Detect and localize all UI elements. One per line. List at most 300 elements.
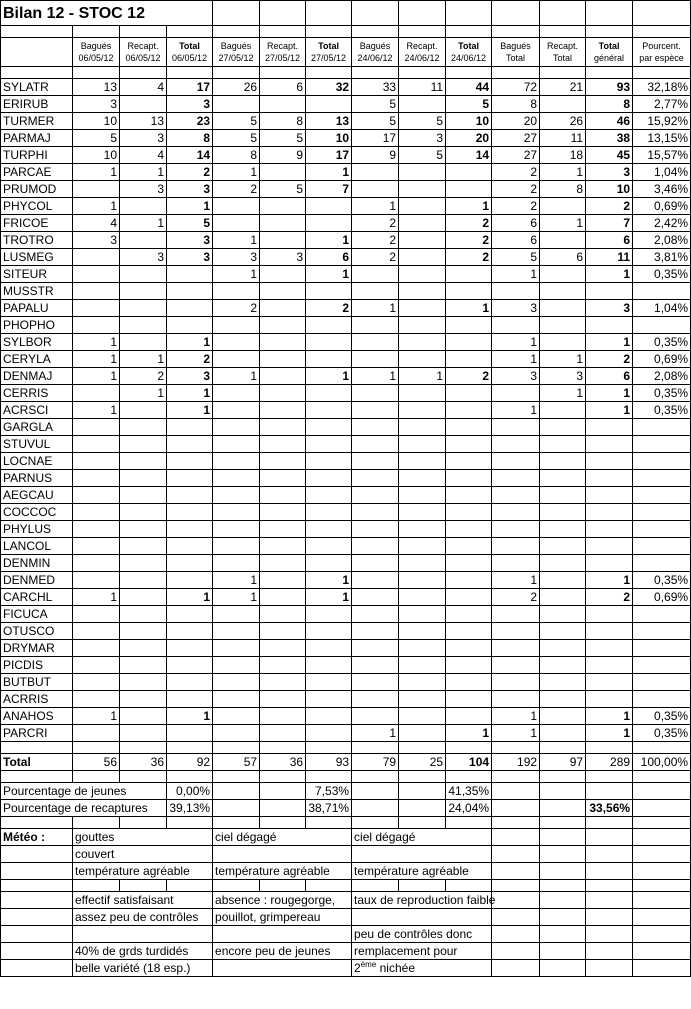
cell-value (260, 606, 306, 623)
column-header-label: Total (318, 41, 339, 51)
cell-value (260, 368, 306, 385)
cell-value (446, 555, 492, 572)
species-code: CARCHL (1, 589, 73, 606)
meteo-row (1, 846, 691, 863)
cell-value (446, 538, 492, 555)
column-header (352, 38, 399, 67)
cell-value: 2 (492, 181, 540, 198)
cell-value (306, 470, 352, 487)
species-code: SYLBOR (1, 334, 73, 351)
cell-value (260, 232, 306, 249)
cell-value (120, 266, 167, 283)
cell-value (540, 266, 586, 283)
cell-value: 5 (399, 147, 446, 164)
cell-value (352, 623, 399, 640)
remark-text: absence : rougegorge, (213, 892, 352, 909)
species-code: LOCNAE (1, 453, 73, 470)
cell-value (213, 419, 260, 436)
cell-value: 1 (586, 402, 633, 419)
cell-value: 14 (167, 147, 213, 164)
cell-value (213, 657, 260, 674)
cell-value (492, 419, 540, 436)
cell-value (120, 470, 167, 487)
cell-value: 0,35% (633, 266, 691, 283)
cell-value (492, 436, 540, 453)
cell-value (399, 334, 446, 351)
total-value: 57 (213, 754, 260, 771)
cell-value: 6 (306, 249, 352, 266)
cell-value (540, 232, 586, 249)
cell-value: 5 (73, 130, 120, 147)
cell-value (492, 691, 540, 708)
cell-value (399, 317, 446, 334)
cell-value (167, 674, 213, 691)
cell-value: 2,08% (633, 368, 691, 385)
remark-text: température agréable (352, 863, 492, 880)
column-header-label: Pourcent. (642, 41, 681, 51)
cell-value: 1 (492, 572, 540, 589)
cell-value: 1 (446, 300, 492, 317)
cell-value: 9 (352, 147, 399, 164)
species-code: ERIRUB (1, 96, 73, 113)
cell-value (399, 521, 446, 538)
cell-value: 17 (352, 130, 399, 147)
table-row (1, 725, 691, 742)
cell-value (399, 283, 446, 300)
species-code: GARGLA (1, 419, 73, 436)
cell-value (540, 470, 586, 487)
cell-value: 6 (586, 232, 633, 249)
cell-value (260, 453, 306, 470)
column-header-label: Recapt. (406, 41, 438, 51)
cell-value (399, 555, 446, 572)
cell-value: 2 (352, 249, 399, 266)
species-code: TURMER (1, 113, 73, 130)
cell-value (586, 657, 633, 674)
cell-value: 1 (352, 300, 399, 317)
meteo-label (1, 943, 73, 960)
species-code: TURPHI (1, 147, 73, 164)
remark-text (352, 909, 492, 926)
cell-value: 3 (120, 249, 167, 266)
cell-value (213, 453, 260, 470)
cell-value (586, 521, 633, 538)
column-header-label: Total (598, 41, 620, 51)
cell-value (213, 470, 260, 487)
cell-value: 1 (73, 351, 120, 368)
cell-value: 5 (399, 113, 446, 130)
cell-value (120, 334, 167, 351)
cell-value (306, 283, 352, 300)
cell-value (540, 334, 586, 351)
cell-value: 5 (213, 130, 260, 147)
cell-value (399, 572, 446, 589)
cell-value (492, 640, 540, 657)
cell-value: 1 (73, 402, 120, 419)
cell-value: 21 (540, 79, 586, 96)
cell-value (586, 504, 633, 521)
cell-value (399, 266, 446, 283)
cell-value (260, 470, 306, 487)
column-header-sub: 27/05/12 (265, 53, 301, 63)
cell-value (73, 317, 120, 334)
species-code: PRUMOD (1, 181, 73, 198)
cell-value (633, 674, 691, 691)
cell-value (167, 640, 213, 657)
cell-value: 1 (586, 385, 633, 402)
cell-value (260, 623, 306, 640)
cell-value (352, 487, 399, 504)
cell-value (120, 708, 167, 725)
meteo-row (1, 960, 691, 977)
cell-value: 3 (73, 96, 120, 113)
cell-value: 1 (492, 334, 540, 351)
cell-value: 2 (586, 589, 633, 606)
cell-value (540, 538, 586, 555)
cell-value (352, 504, 399, 521)
cell-value (540, 198, 586, 215)
cell-value: 33 (352, 79, 399, 96)
header-cell-blank (1, 38, 73, 67)
cell-value: 1 (540, 351, 586, 368)
cell-value (213, 674, 260, 691)
cell-value (352, 351, 399, 368)
cell-value: 3 (492, 368, 540, 385)
table-row (1, 487, 691, 504)
cell-value: 2 (167, 164, 213, 181)
cell-value (492, 606, 540, 623)
cell-value: 1 (167, 198, 213, 215)
cell-value (260, 487, 306, 504)
cell-value: 1 (167, 708, 213, 725)
cell-value (399, 215, 446, 232)
cell-value (492, 453, 540, 470)
table-row (1, 113, 691, 130)
cell-value: 10 (306, 130, 352, 147)
cell-value (399, 708, 446, 725)
cell-value (633, 317, 691, 334)
remark-text: taux de reproduction faible (352, 892, 492, 909)
cell-value: 45 (586, 147, 633, 164)
cell-value: 1,04% (633, 300, 691, 317)
cell-value (120, 283, 167, 300)
cell-value: 32 (306, 79, 352, 96)
cell-value (540, 674, 586, 691)
table-row (1, 232, 691, 249)
table-row (1, 198, 691, 215)
cell-value (399, 657, 446, 674)
cell-value (167, 657, 213, 674)
column-header (260, 38, 306, 67)
cell-value (73, 300, 120, 317)
cell-value: 2 (167, 351, 213, 368)
species-code: ACRRIS (1, 691, 73, 708)
cell-value (306, 521, 352, 538)
cell-value: 1 (492, 708, 540, 725)
cell-value (120, 317, 167, 334)
cell-value (633, 283, 691, 300)
cell-value (167, 521, 213, 538)
column-header (213, 38, 260, 67)
cell-value (352, 266, 399, 283)
cell-value (306, 436, 352, 453)
cell-value: 2 (306, 300, 352, 317)
cell-value: 1 (492, 402, 540, 419)
cell-value: 0,69% (633, 589, 691, 606)
cell-value: 72 (492, 79, 540, 96)
cell-value (399, 96, 446, 113)
cell-value (352, 419, 399, 436)
cell-value (540, 606, 586, 623)
cell-value (352, 385, 399, 402)
cell-value (492, 385, 540, 402)
table-row (1, 96, 691, 113)
cell-value (446, 283, 492, 300)
cell-value (120, 487, 167, 504)
cell-value (446, 589, 492, 606)
cell-value (352, 538, 399, 555)
column-header-sub: 24/06/12 (404, 53, 440, 63)
cell-value (352, 674, 399, 691)
cell-value: 5 (352, 96, 399, 113)
cell-value (213, 538, 260, 555)
cell-value: 14 (446, 147, 492, 164)
cell-value (260, 436, 306, 453)
cell-value: 3 (167, 249, 213, 266)
species-code: AEGCAU (1, 487, 73, 504)
column-header-sub: 06/05/12 (125, 53, 161, 63)
cell-value: 5 (213, 113, 260, 130)
column-header-label: Total (179, 41, 200, 51)
cell-value (399, 487, 446, 504)
cell-value (446, 657, 492, 674)
cell-value (633, 555, 691, 572)
species-code: CERYLA (1, 351, 73, 368)
cell-value (260, 215, 306, 232)
cell-value (399, 538, 446, 555)
cell-value (352, 334, 399, 351)
meteo-row (1, 863, 691, 880)
table-row (1, 436, 691, 453)
cell-value (492, 623, 540, 640)
table-row (1, 657, 691, 674)
column-header-sub: 06/05/12 (78, 53, 114, 63)
cell-value (633, 657, 691, 674)
cell-value (399, 691, 446, 708)
cell-value: 8 (492, 96, 540, 113)
column-header-label: Bagués (80, 41, 112, 51)
cell-value (633, 640, 691, 657)
cell-value: 3 (586, 300, 633, 317)
cell-value (260, 300, 306, 317)
cell-value: 2 (120, 368, 167, 385)
cell-value (167, 283, 213, 300)
meteo-label (1, 926, 73, 943)
cell-value: 2 (446, 232, 492, 249)
cell-value (213, 725, 260, 742)
cell-value (73, 181, 120, 198)
cell-value (167, 538, 213, 555)
table-row (1, 147, 691, 164)
remark-text: effectif satisfaisant (73, 892, 213, 909)
cell-value (586, 674, 633, 691)
cell-value: 1 (306, 232, 352, 249)
cell-value (446, 266, 492, 283)
cell-value: 1 (306, 589, 352, 606)
cell-value (120, 419, 167, 436)
cell-value (120, 640, 167, 657)
cell-value (306, 198, 352, 215)
cell-value: 2 (446, 215, 492, 232)
cell-value: 27 (492, 147, 540, 164)
cell-value (352, 640, 399, 657)
cell-value (306, 487, 352, 504)
cell-value: 15,57% (633, 147, 691, 164)
cell-value (167, 487, 213, 504)
column-header-sub: par espèce (639, 53, 684, 63)
species-code: FRICOE (1, 215, 73, 232)
species-code: LANCOL (1, 538, 73, 555)
remark-text: ciel dégagé (213, 829, 352, 846)
table-row (1, 674, 691, 691)
remark-text (213, 960, 352, 977)
cell-value (633, 453, 691, 470)
remark-text: pouillot, grimpereau (213, 909, 352, 926)
table-row (1, 266, 691, 283)
species-code: BUTBUT (1, 674, 73, 691)
column-header-label: Recapt. (547, 41, 579, 51)
species-code: PHYLUS (1, 521, 73, 538)
cell-value (446, 402, 492, 419)
cell-value (446, 181, 492, 198)
cell-value (399, 385, 446, 402)
cell-value (120, 572, 167, 589)
cell-value (120, 725, 167, 742)
cell-value (73, 249, 120, 266)
total-row (1, 754, 691, 771)
cell-value (167, 555, 213, 572)
total-value: 100,00% (633, 754, 691, 771)
cell-value (167, 436, 213, 453)
cell-value (213, 283, 260, 300)
cell-value (540, 708, 586, 725)
cell-value (73, 725, 120, 742)
cell-value: 6 (492, 215, 540, 232)
cell-value (213, 215, 260, 232)
cell-value (260, 572, 306, 589)
row-label: Pourcentage de recaptures (1, 800, 167, 817)
cell-value: 1 (586, 572, 633, 589)
cell-value (586, 487, 633, 504)
cell-value (260, 198, 306, 215)
cell-value (399, 725, 446, 742)
cell-value: 0,35% (633, 402, 691, 419)
species-code: OTUSCO (1, 623, 73, 640)
cell-value (306, 419, 352, 436)
cell-value (446, 317, 492, 334)
cell-value (399, 419, 446, 436)
cell-value (260, 283, 306, 300)
cell-value (446, 334, 492, 351)
cell-value (586, 317, 633, 334)
cell-value (167, 317, 213, 334)
remark-text: remplacement pour (352, 943, 492, 960)
cell-value (260, 419, 306, 436)
total-value: 79 (352, 754, 399, 771)
cell-value (586, 555, 633, 572)
cell-value (120, 623, 167, 640)
cell-value (306, 623, 352, 640)
meteo-label (1, 909, 73, 926)
cell-value: 3 (540, 368, 586, 385)
cell-value (540, 555, 586, 572)
cell-value (446, 453, 492, 470)
species-code: TROTRO (1, 232, 73, 249)
pct-value: 33,56% (586, 800, 633, 817)
column-header (399, 38, 446, 67)
column-header-sub: 24/06/12 (451, 53, 487, 63)
cell-value: 26 (540, 113, 586, 130)
cell-value (213, 385, 260, 402)
column-header-label: Bagués (220, 41, 252, 51)
cell-value: 3 (167, 232, 213, 249)
table-row (1, 555, 691, 572)
cell-value (352, 708, 399, 725)
cell-value (540, 572, 586, 589)
cell-value (633, 470, 691, 487)
cell-value (633, 538, 691, 555)
cell-value (540, 300, 586, 317)
cell-value (213, 504, 260, 521)
cell-value (352, 181, 399, 198)
species-code: PARNUS (1, 470, 73, 487)
cell-value (73, 419, 120, 436)
table-row (1, 300, 691, 317)
cell-value: 23 (167, 113, 213, 130)
column-header-sub: 27/05/12 (311, 53, 347, 63)
remark-text (213, 846, 352, 863)
cell-value: 8 (540, 181, 586, 198)
table-row (1, 419, 691, 436)
cell-value (120, 300, 167, 317)
cell-value (352, 453, 399, 470)
cell-value: 1 (213, 572, 260, 589)
cell-value (260, 674, 306, 691)
cell-value (540, 640, 586, 657)
cell-value (73, 572, 120, 589)
column-header-sub: 06/05/12 (172, 53, 208, 63)
species-code: PARCRI (1, 725, 73, 742)
cell-value (306, 606, 352, 623)
cell-value: 2 (213, 300, 260, 317)
cell-value (540, 419, 586, 436)
cell-value (306, 725, 352, 742)
cell-value (492, 487, 540, 504)
cell-value (540, 623, 586, 640)
cell-value (586, 640, 633, 657)
meteo-row (1, 892, 691, 909)
table-row (1, 453, 691, 470)
cell-value (540, 521, 586, 538)
cell-value: 5 (446, 96, 492, 113)
cell-value (73, 470, 120, 487)
cell-value (120, 521, 167, 538)
cell-value (399, 164, 446, 181)
total-value: 192 (492, 754, 540, 771)
table-row (1, 504, 691, 521)
total-value: 93 (306, 754, 352, 771)
cell-value (260, 657, 306, 674)
